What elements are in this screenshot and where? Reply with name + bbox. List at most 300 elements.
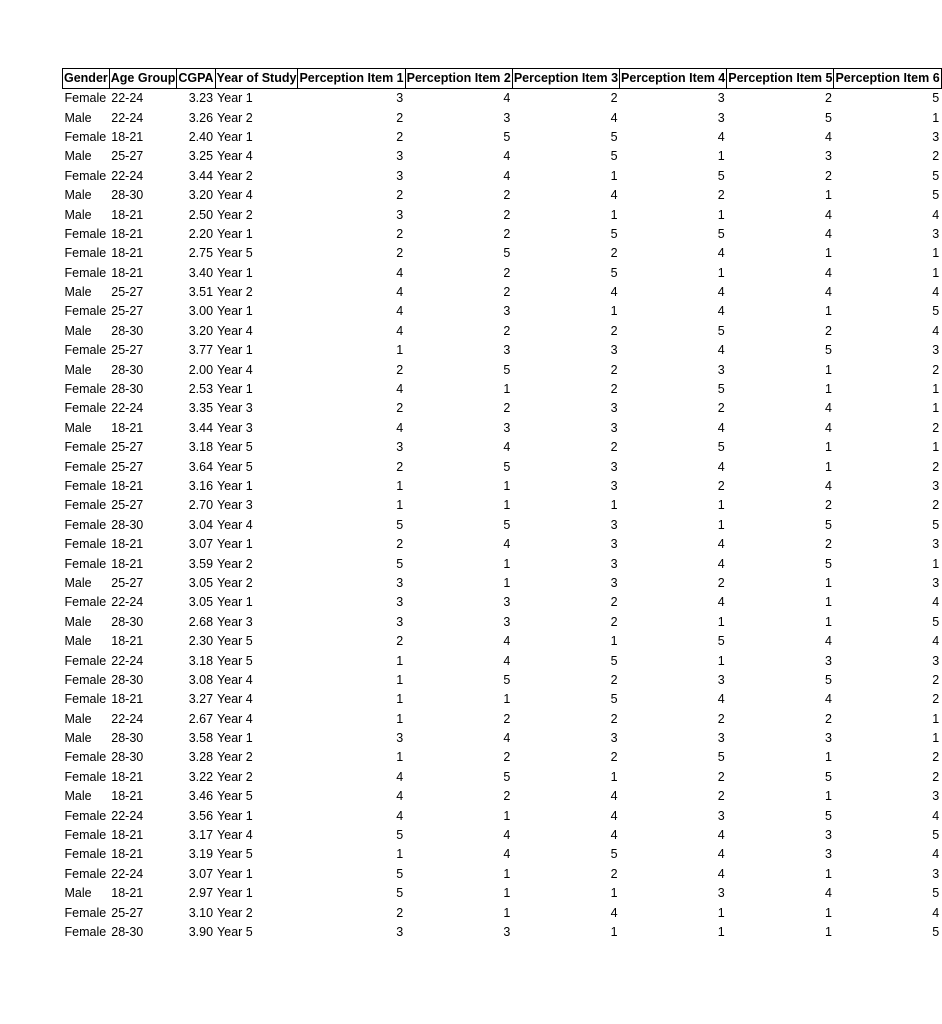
perception-1-cell[interactable]: 3 <box>396 614 404 629</box>
header-perception-item-2[interactable] <box>405 69 512 89</box>
year-cell[interactable]: Year 2 <box>217 905 253 920</box>
perception-2-cell[interactable]: 1 <box>503 382 511 397</box>
perception-5-cell[interactable]: 1 <box>825 614 832 629</box>
gender-cell[interactable]: Male <box>64 634 92 649</box>
age-group-cell[interactable]: 18-21 <box>111 246 144 261</box>
year-cell[interactable]: Year 4 <box>217 362 253 377</box>
perception-2-cell[interactable]: 1 <box>503 886 511 901</box>
year-cell[interactable]: Year 3 <box>217 614 253 629</box>
perception-3-cell[interactable]: 5 <box>610 692 618 707</box>
gender-cell[interactable]: Male <box>64 420 92 435</box>
gender-cell[interactable]: Female <box>64 750 107 765</box>
perception-5-cell[interactable]: 5 <box>825 672 832 687</box>
perception-3-cell[interactable]: 1 <box>610 304 618 319</box>
perception-4-cell[interactable]: 2 <box>717 789 725 804</box>
gender-cell[interactable]: Female <box>64 91 107 106</box>
age-group-cell[interactable]: 18-21 <box>111 828 144 843</box>
gender-cell[interactable]: Female <box>64 847 107 862</box>
perception-3-cell[interactable]: 1 <box>610 207 618 222</box>
year-cell[interactable]: Year 1 <box>217 91 253 106</box>
perception-3-cell[interactable]: 2 <box>610 440 618 455</box>
perception-5-cell[interactable]: 4 <box>825 285 832 300</box>
perception-3-cell[interactable]: 3 <box>610 556 618 571</box>
gender-cell[interactable]: Female <box>64 828 107 843</box>
age-group-cell[interactable]: 22-24 <box>111 110 144 125</box>
cgpa-cell[interactable]: 3.44 <box>188 420 214 435</box>
perception-3-cell[interactable]: 4 <box>610 188 618 203</box>
perception-6-cell[interactable]: 3 <box>932 129 940 144</box>
perception-3-cell[interactable]: 2 <box>610 672 618 687</box>
perception-3-cell[interactable]: 2 <box>610 595 618 610</box>
perception-6-cell[interactable]: 5 <box>932 168 940 183</box>
perception-1-cell[interactable]: 3 <box>396 207 404 222</box>
perception-2-cell[interactable]: 4 <box>503 91 511 106</box>
gender-cell[interactable]: Female <box>64 304 107 319</box>
perception-4-cell[interactable]: 5 <box>717 382 725 397</box>
gender-cell[interactable]: Male <box>64 188 92 203</box>
perception-3-cell[interactable]: 1 <box>610 769 618 784</box>
perception-2-cell[interactable]: 5 <box>503 129 511 144</box>
perception-3-cell[interactable]: 4 <box>610 285 618 300</box>
perception-3-cell[interactable]: 5 <box>610 149 618 164</box>
perception-5-cell[interactable]: 1 <box>825 188 832 203</box>
age-group-cell[interactable]: 18-21 <box>111 556 144 571</box>
perception-2-cell[interactable]: 4 <box>503 653 511 668</box>
gender-cell[interactable]: Female <box>64 808 107 823</box>
perception-4-cell[interactable]: 2 <box>717 575 725 590</box>
perception-1-cell[interactable]: 2 <box>396 362 404 377</box>
perception-5-cell[interactable]: 1 <box>825 595 832 610</box>
perception-6-cell[interactable]: 5 <box>932 924 940 939</box>
year-cell[interactable]: Year 1 <box>217 129 253 144</box>
perception-4-cell[interactable]: 4 <box>717 828 725 843</box>
perception-3-cell[interactable]: 3 <box>610 517 618 532</box>
age-group-cell[interactable]: 25-27 <box>111 498 144 513</box>
perception-6-cell[interactable]: 5 <box>932 91 940 106</box>
perception-3-cell[interactable]: 4 <box>610 828 618 843</box>
perception-3-cell[interactable]: 2 <box>610 362 618 377</box>
gender-cell[interactable]: Female <box>64 265 107 280</box>
perception-6-cell[interactable]: 3 <box>932 343 940 358</box>
age-group-cell[interactable]: 18-21 <box>111 847 144 862</box>
gender-cell[interactable]: Female <box>64 226 107 241</box>
perception-1-cell[interactable]: 3 <box>396 168 404 183</box>
perception-1-cell[interactable]: 1 <box>396 711 404 726</box>
perception-1-cell[interactable]: 4 <box>396 769 404 784</box>
gender-cell[interactable]: Female <box>64 246 107 261</box>
perception-1-cell[interactable]: 2 <box>396 246 404 261</box>
perception-3-cell[interactable]: 4 <box>610 808 618 823</box>
age-group-cell[interactable]: 22-24 <box>111 91 144 106</box>
perception-6-cell[interactable]: 4 <box>932 634 940 649</box>
perception-3-cell[interactable]: 3 <box>610 731 618 746</box>
year-cell[interactable]: Year 5 <box>217 847 253 862</box>
year-cell[interactable]: Year 5 <box>217 789 253 804</box>
perception-6-cell[interactable]: 3 <box>932 537 940 552</box>
perception-6-cell[interactable]: 2 <box>932 672 940 687</box>
cgpa-cell[interactable]: 3.26 <box>188 110 214 125</box>
perception-4-cell[interactable]: 1 <box>717 207 725 222</box>
gender-cell[interactable]: Female <box>64 517 107 532</box>
cgpa-cell[interactable]: 3.64 <box>188 459 214 474</box>
cgpa-cell[interactable]: 3.25 <box>188 149 214 164</box>
header-gender[interactable] <box>63 69 110 89</box>
perception-6-cell[interactable]: 3 <box>932 789 940 804</box>
cgpa-cell[interactable]: 3.59 <box>188 556 214 571</box>
cgpa-cell[interactable]: 2.53 <box>188 382 214 397</box>
gender-cell[interactable]: Female <box>64 479 107 493</box>
year-cell[interactable]: Year 2 <box>217 207 253 222</box>
age-group-cell[interactable]: 18-21 <box>111 265 144 280</box>
age-group-cell[interactable]: 28-30 <box>111 382 144 397</box>
perception-5-cell[interactable]: 3 <box>825 149 832 164</box>
year-cell[interactable]: Year 2 <box>217 750 253 765</box>
cgpa-cell[interactable]: 3.07 <box>188 537 214 552</box>
cgpa-cell[interactable]: 2.40 <box>188 129 214 144</box>
year-cell[interactable]: Year 2 <box>217 285 253 300</box>
age-group-cell[interactable]: 22-24 <box>111 168 144 183</box>
gender-cell[interactable]: Male <box>64 110 92 125</box>
cgpa-cell[interactable]: 2.67 <box>188 711 214 726</box>
perception-2-cell[interactable]: 2 <box>503 789 511 804</box>
cgpa-cell[interactable]: 3.20 <box>188 323 214 338</box>
perception-1-cell[interactable]: 1 <box>396 479 404 493</box>
perception-4-cell[interactable]: 1 <box>717 924 725 939</box>
perception-5-cell[interactable]: 1 <box>825 304 832 319</box>
age-group-cell[interactable]: 28-30 <box>111 323 144 338</box>
perception-1-cell[interactable]: 2 <box>396 905 404 920</box>
year-cell[interactable]: Year 1 <box>217 343 253 358</box>
year-cell[interactable]: Year 4 <box>217 149 253 164</box>
perception-3-cell[interactable]: 2 <box>610 382 618 397</box>
perception-4-cell[interactable]: 4 <box>717 595 725 610</box>
perception-4-cell[interactable]: 3 <box>717 886 725 901</box>
perception-5-cell[interactable]: 2 <box>825 91 832 106</box>
perception-2-cell[interactable]: 5 <box>503 517 511 532</box>
year-cell[interactable]: Year 1 <box>217 382 253 397</box>
perception-1-cell[interactable]: 5 <box>396 886 404 901</box>
cgpa-cell[interactable]: 2.75 <box>188 246 214 261</box>
perception-6-cell[interactable]: 2 <box>932 692 940 707</box>
cgpa-cell[interactable]: 3.20 <box>188 188 214 203</box>
year-cell[interactable]: Year 5 <box>217 246 253 261</box>
cgpa-cell[interactable]: 3.23 <box>188 91 214 106</box>
perception-6-cell[interactable]: 1 <box>932 440 940 455</box>
year-cell[interactable]: Year 4 <box>217 672 253 687</box>
cgpa-cell[interactable]: 3.04 <box>188 517 214 532</box>
year-cell[interactable]: Year 1 <box>217 595 253 610</box>
age-group-cell[interactable]: 28-30 <box>111 188 144 203</box>
age-group-cell[interactable]: 18-21 <box>111 420 144 435</box>
perception-4-cell[interactable]: 4 <box>717 692 725 707</box>
perception-2-cell[interactable]: 5 <box>503 459 511 474</box>
cgpa-cell[interactable]: 3.56 <box>188 808 214 823</box>
perception-4-cell[interactable]: 2 <box>717 769 725 784</box>
perception-6-cell[interactable]: 2 <box>932 362 940 377</box>
perception-4-cell[interactable]: 2 <box>717 188 725 203</box>
perception-1-cell[interactable]: 2 <box>396 401 404 416</box>
gender-cell[interactable]: Female <box>64 440 107 455</box>
year-cell[interactable]: Year 4 <box>217 323 253 338</box>
cgpa-cell[interactable]: 3.51 <box>188 285 214 300</box>
perception-4-cell[interactable]: 4 <box>717 285 725 300</box>
perception-6-cell[interactable]: 1 <box>932 731 940 746</box>
perception-3-cell[interactable]: 3 <box>610 420 618 435</box>
perception-1-cell[interactable]: 4 <box>396 789 404 804</box>
perception-5-cell[interactable]: 5 <box>825 556 832 571</box>
perception-3-cell[interactable]: 3 <box>610 459 618 474</box>
perception-5-cell[interactable]: 1 <box>825 750 832 765</box>
perception-4-cell[interactable]: 4 <box>717 537 725 552</box>
perception-1-cell[interactable]: 3 <box>396 731 404 746</box>
age-group-cell[interactable]: 25-27 <box>111 149 144 164</box>
gender-cell[interactable]: Female <box>64 866 107 881</box>
perception-1-cell[interactable]: 1 <box>396 750 404 765</box>
perception-4-cell[interactable]: 4 <box>717 129 725 144</box>
cgpa-cell[interactable]: 2.97 <box>188 886 214 901</box>
perception-1-cell[interactable]: 2 <box>396 188 404 203</box>
year-cell[interactable]: Year 3 <box>217 401 253 416</box>
perception-1-cell[interactable]: 4 <box>396 808 404 823</box>
cgpa-cell[interactable]: 3.07 <box>188 866 214 881</box>
perception-4-cell[interactable]: 2 <box>717 479 725 493</box>
perception-2-cell[interactable]: 2 <box>503 207 511 222</box>
perception-5-cell[interactable]: 5 <box>825 517 832 532</box>
perception-1-cell[interactable]: 5 <box>396 556 404 571</box>
perception-1-cell[interactable]: 1 <box>396 653 404 668</box>
gender-cell[interactable]: Male <box>64 614 92 629</box>
perception-2-cell[interactable]: 1 <box>503 498 511 513</box>
perception-5-cell[interactable]: 3 <box>825 653 832 668</box>
perception-2-cell[interactable]: 4 <box>503 537 511 552</box>
gender-cell[interactable]: Male <box>64 207 92 222</box>
perception-1-cell[interactable]: 5 <box>396 828 404 843</box>
perception-4-cell[interactable]: 4 <box>717 459 725 474</box>
perception-5-cell[interactable]: 1 <box>825 382 832 397</box>
year-cell[interactable]: Year 5 <box>217 924 253 939</box>
perception-1-cell[interactable]: 5 <box>396 866 404 881</box>
gender-cell[interactable]: Female <box>64 672 107 687</box>
perception-6-cell[interactable]: 1 <box>932 265 940 280</box>
perception-2-cell[interactable]: 5 <box>503 769 511 784</box>
perception-1-cell[interactable]: 2 <box>396 537 404 552</box>
perception-6-cell[interactable]: 3 <box>932 653 940 668</box>
perception-5-cell[interactable]: 2 <box>825 711 832 726</box>
perception-6-cell[interactable]: 1 <box>932 556 940 571</box>
perception-3-cell[interactable]: 4 <box>610 789 618 804</box>
perception-2-cell[interactable]: 4 <box>503 149 511 164</box>
age-group-cell[interactable]: 25-27 <box>111 285 144 300</box>
age-group-cell[interactable]: 22-24 <box>111 401 144 416</box>
perception-6-cell[interactable]: 2 <box>932 459 940 474</box>
perception-3-cell[interactable]: 1 <box>610 634 618 649</box>
perception-5-cell[interactable]: 2 <box>825 168 832 183</box>
age-group-cell[interactable]: 18-21 <box>111 226 144 241</box>
cgpa-cell[interactable]: 3.05 <box>188 575 214 590</box>
perception-4-cell[interactable]: 5 <box>717 634 725 649</box>
perception-2-cell[interactable]: 4 <box>503 168 511 183</box>
perception-1-cell[interactable]: 4 <box>396 420 404 435</box>
perception-2-cell[interactable]: 4 <box>503 828 511 843</box>
perception-2-cell[interactable]: 1 <box>503 866 511 881</box>
perception-3-cell[interactable]: 4 <box>610 110 618 125</box>
cgpa-cell[interactable]: 3.18 <box>188 440 214 455</box>
perception-4-cell[interactable]: 4 <box>717 246 725 261</box>
year-cell[interactable]: Year 1 <box>217 866 253 881</box>
age-group-cell[interactable]: 22-24 <box>111 595 144 610</box>
age-group-cell[interactable]: 22-24 <box>111 653 144 668</box>
perception-6-cell[interactable]: 4 <box>932 323 940 338</box>
header-perception-item-4[interactable] <box>620 69 727 89</box>
perception-1-cell[interactable]: 3 <box>396 149 404 164</box>
year-cell[interactable]: Year 1 <box>217 304 253 319</box>
header-perception-item-5[interactable] <box>727 69 834 89</box>
perception-4-cell[interactable]: 5 <box>717 750 725 765</box>
perception-4-cell[interactable]: 4 <box>717 420 725 435</box>
age-group-cell[interactable]: 28-30 <box>111 924 144 939</box>
perception-5-cell[interactable]: 1 <box>825 459 832 474</box>
age-group-cell[interactable]: 22-24 <box>111 866 144 881</box>
gender-cell[interactable]: Female <box>64 401 107 416</box>
cgpa-cell[interactable]: 3.27 <box>188 692 214 707</box>
perception-1-cell[interactable]: 1 <box>396 343 404 358</box>
age-group-cell[interactable]: 25-27 <box>111 304 144 319</box>
gender-cell[interactable]: Female <box>64 537 107 552</box>
cgpa-cell[interactable]: 3.58 <box>188 731 214 746</box>
perception-6-cell[interactable]: 1 <box>932 711 940 726</box>
perception-2-cell[interactable]: 3 <box>503 110 511 125</box>
cgpa-cell[interactable]: 3.05 <box>188 595 214 610</box>
age-group-cell[interactable]: 18-21 <box>111 692 144 707</box>
age-group-cell[interactable]: 18-21 <box>111 479 144 493</box>
perception-4-cell[interactable]: 5 <box>717 168 725 183</box>
perception-3-cell[interactable]: 2 <box>610 323 618 338</box>
perception-5-cell[interactable]: 2 <box>825 323 832 338</box>
perception-3-cell[interactable]: 3 <box>610 575 618 590</box>
perception-5-cell[interactable]: 3 <box>825 847 832 862</box>
perception-2-cell[interactable]: 2 <box>503 265 511 280</box>
perception-4-cell[interactable]: 2 <box>717 711 725 726</box>
year-cell[interactable]: Year 1 <box>217 886 253 901</box>
gender-cell[interactable]: Female <box>64 343 107 358</box>
perception-2-cell[interactable]: 3 <box>503 343 511 358</box>
cgpa-cell[interactable]: 3.28 <box>188 750 214 765</box>
perception-4-cell[interactable]: 4 <box>717 556 725 571</box>
perception-3-cell[interactable]: 3 <box>610 537 618 552</box>
perception-5-cell[interactable]: 5 <box>825 343 832 358</box>
perception-5-cell[interactable]: 5 <box>825 808 832 823</box>
perception-5-cell[interactable]: 4 <box>825 265 832 280</box>
cgpa-cell[interactable]: 3.10 <box>188 905 214 920</box>
cgpa-cell[interactable]: 3.40 <box>188 265 214 280</box>
year-cell[interactable]: Year 3 <box>217 498 253 513</box>
perception-5-cell[interactable]: 4 <box>825 634 832 649</box>
gender-cell[interactable]: Female <box>64 168 107 183</box>
perception-2-cell[interactable]: 1 <box>503 692 511 707</box>
year-cell[interactable]: Year 4 <box>217 711 253 726</box>
perception-6-cell[interactable]: 3 <box>932 479 940 493</box>
perception-3-cell[interactable]: 3 <box>610 401 618 416</box>
perception-2-cell[interactable]: 3 <box>503 420 511 435</box>
year-cell[interactable]: Year 4 <box>217 517 253 532</box>
gender-cell[interactable]: Female <box>64 924 107 939</box>
year-cell[interactable]: Year 2 <box>217 769 253 784</box>
perception-1-cell[interactable]: 2 <box>396 110 404 125</box>
perception-5-cell[interactable]: 3 <box>825 828 832 843</box>
year-cell[interactable]: Year 1 <box>217 265 253 280</box>
perception-6-cell[interactable]: 2 <box>932 769 940 784</box>
perception-4-cell[interactable]: 3 <box>717 731 725 746</box>
perception-4-cell[interactable]: 3 <box>717 362 725 377</box>
perception-6-cell[interactable]: 2 <box>932 149 940 164</box>
year-cell[interactable]: Year 3 <box>217 420 253 435</box>
age-group-cell[interactable]: 18-21 <box>111 634 144 649</box>
perception-5-cell[interactable]: 4 <box>825 886 832 901</box>
year-cell[interactable]: Year 1 <box>217 479 253 493</box>
cgpa-cell[interactable]: 2.20 <box>188 226 214 241</box>
age-group-cell[interactable]: 25-27 <box>111 575 144 590</box>
perception-3-cell[interactable]: 1 <box>610 498 618 513</box>
perception-2-cell[interactable]: 1 <box>503 556 511 571</box>
perception-5-cell[interactable]: 4 <box>825 692 832 707</box>
perception-2-cell[interactable]: 3 <box>503 304 511 319</box>
perception-4-cell[interactable]: 3 <box>717 808 725 823</box>
gender-cell[interactable]: Female <box>64 595 107 610</box>
perception-3-cell[interactable]: 5 <box>610 653 618 668</box>
year-cell[interactable]: Year 2 <box>217 556 253 571</box>
perception-5-cell[interactable]: 2 <box>825 498 832 513</box>
perception-6-cell[interactable]: 1 <box>932 401 940 416</box>
cgpa-cell[interactable]: 2.68 <box>188 614 214 629</box>
perception-1-cell[interactable]: 4 <box>396 323 404 338</box>
perception-4-cell[interactable]: 1 <box>717 517 725 532</box>
perception-6-cell[interactable]: 3 <box>932 866 940 881</box>
perception-4-cell[interactable]: 3 <box>717 672 725 687</box>
perception-1-cell[interactable]: 2 <box>396 459 404 474</box>
age-group-cell[interactable]: 18-21 <box>111 537 144 552</box>
perception-4-cell[interactable]: 1 <box>717 653 725 668</box>
perception-3-cell[interactable]: 3 <box>610 479 618 493</box>
perception-6-cell[interactable]: 1 <box>932 110 940 125</box>
perception-2-cell[interactable]: 3 <box>503 595 511 610</box>
cgpa-cell[interactable]: 3.35 <box>188 401 214 416</box>
perception-6-cell[interactable]: 5 <box>932 614 940 629</box>
perception-4-cell[interactable]: 1 <box>717 614 725 629</box>
perception-6-cell[interactable]: 4 <box>932 905 940 920</box>
perception-1-cell[interactable]: 3 <box>396 575 404 590</box>
perception-4-cell[interactable]: 1 <box>717 149 725 164</box>
perception-6-cell[interactable]: 2 <box>932 420 940 435</box>
perception-4-cell[interactable]: 5 <box>717 226 725 241</box>
perception-6-cell[interactable]: 1 <box>932 246 940 261</box>
age-group-cell[interactable]: 25-27 <box>111 905 144 920</box>
perception-5-cell[interactable]: 2 <box>825 537 832 552</box>
cgpa-cell[interactable]: 3.77 <box>188 343 214 358</box>
cgpa-cell[interactable]: 2.70 <box>188 498 214 513</box>
cgpa-cell[interactable]: 3.18 <box>188 653 214 668</box>
perception-6-cell[interactable]: 2 <box>932 750 940 765</box>
header-age-group[interactable] <box>109 69 177 89</box>
year-cell[interactable]: Year 1 <box>217 537 253 552</box>
perception-2-cell[interactable]: 1 <box>503 479 511 493</box>
perception-6-cell[interactable]: 5 <box>932 517 940 532</box>
year-cell[interactable]: Year 2 <box>217 110 253 125</box>
age-group-cell[interactable]: 25-27 <box>111 343 144 358</box>
perception-2-cell[interactable]: 5 <box>503 672 511 687</box>
gender-cell[interactable]: Male <box>64 789 92 804</box>
perception-4-cell[interactable]: 5 <box>717 440 725 455</box>
perception-2-cell[interactable]: 5 <box>503 362 511 377</box>
